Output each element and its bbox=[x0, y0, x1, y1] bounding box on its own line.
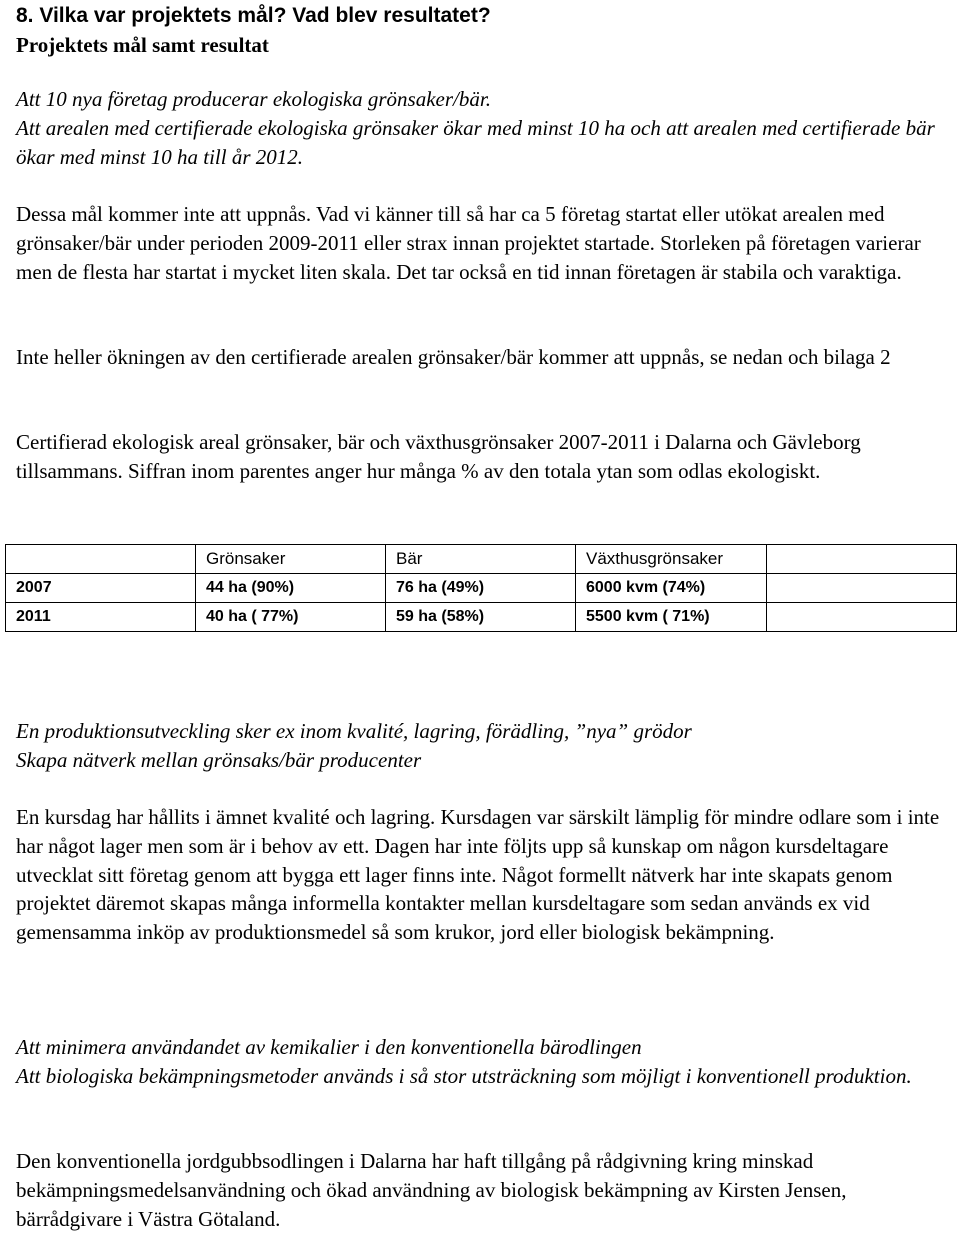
goal-block-3 bbox=[16, 1033, 944, 1091]
table-row bbox=[6, 574, 957, 603]
table-header-cell bbox=[767, 545, 957, 574]
paragraph-course-network: En kursdag har hållits i ämnet kvalité och lagring. Kursdagen var särskilt lämplig för mindre odlare som i inte har något lager men som är i behov av ett. Dagen har inte följts upp så kunskap om någon kursdeltagare utvecklat sitt företag genom att bygga ett lager finns inte. Något formellt nätverk har inte skapats genom projektet däremot skapas många informella kontakter mellan kursdeltagare som sedan används ex vid gemensamma inköp av produktionsmedel så som krukor, jord eller biologisk bekämpning. bbox=[16, 805, 940, 945]
table-header-row bbox=[6, 545, 957, 574]
area-table bbox=[5, 544, 957, 632]
table-cell: 76 ha (49%) bbox=[386, 574, 576, 603]
goal-line: Att 10 nya företag producerar ekologiska grönsaker/bär. bbox=[16, 87, 491, 111]
paragraph-goal-status: Dessa mål kommer inte att uppnås. Vad vi känner till så har ca 5 företag startat eller utökat arealen med grönsaker/bär under perioden 2009-2011 eller strax innan projektet startade. Storleken på företagen varierar men de flesta har startat i mycket liten skala. Det tar också en tid innan företagen är stabila och varaktiga. bbox=[16, 202, 921, 284]
table-cell: 6000 kvm (74%) bbox=[576, 574, 767, 603]
table-cell bbox=[767, 574, 957, 603]
section-subheading: Projektets mål samt resultat bbox=[16, 33, 269, 57]
goal-line: Att arealen med certifierade ekologiska grönsaker ökar med minst 10 ha och att arealen med certifierade bär ökar med minst 10 ha till år 2012. bbox=[16, 115, 935, 169]
table-cell: 40 ha ( 77%) bbox=[196, 603, 386, 632]
table-caption: Certifierad ekologisk areal grönsaker, bär och växthusgrönsaker 2007-2011 i Dalarna och Gävleborg tillsammans. Siffran inom parentes anger hur många % av den totala ytan som odlas ekologiskt. bbox=[16, 430, 861, 483]
table-header-cell: Grönsaker bbox=[196, 545, 386, 574]
table-header-cell bbox=[6, 545, 196, 574]
table-row bbox=[6, 603, 957, 632]
section-heading: 8. Vilka var projektets mål? Vad blev resultatet? bbox=[16, 4, 491, 27]
table-cell bbox=[767, 603, 957, 632]
goal-line: Att minimera användandet av kemikalier i den konventionella bärodlingen bbox=[16, 1035, 642, 1059]
table-cell: 59 ha (58%) bbox=[386, 603, 576, 632]
table-cell: 5500 kvm ( 71%) bbox=[576, 603, 767, 632]
paragraph-area-status: Inte heller ökningen av den certifierade arealen grönsaker/bär kommer att uppnås, se nedan och bilaga 2 bbox=[16, 345, 891, 369]
table-cell: 2007 bbox=[6, 574, 196, 603]
paragraph-strawberry-advice: Den konventionella jordgubbsodlingen i Dalarna har haft tillgång på rådgivning kring minskad bekämpningsmedelsanvändning och ökad användning av biologisk bekämpning av Kirsten Jensen, bärrådgivare i Västra Götaland. bbox=[16, 1149, 847, 1231]
goal-line: Skapa nätverk mellan grönsaks/bär producenter bbox=[16, 747, 422, 772]
goal-line: En produktionsutveckling sker ex inom kvalité, lagring, förädling, ”nya” grödor bbox=[16, 719, 692, 743]
table-header-cell: Växthusgrönsaker bbox=[576, 545, 767, 574]
goal-block-1 bbox=[16, 85, 944, 171]
goal-block-2 bbox=[16, 717, 944, 775]
table-header-cell: Bär bbox=[386, 545, 576, 574]
goal-line: Att biologiska bekämpningsmetoder används i så stor utsträckning som möjligt i konventionell produktion. bbox=[16, 1063, 912, 1088]
table-cell: 2011 bbox=[6, 603, 196, 632]
table-cell: 44 ha (90%) bbox=[196, 574, 386, 603]
